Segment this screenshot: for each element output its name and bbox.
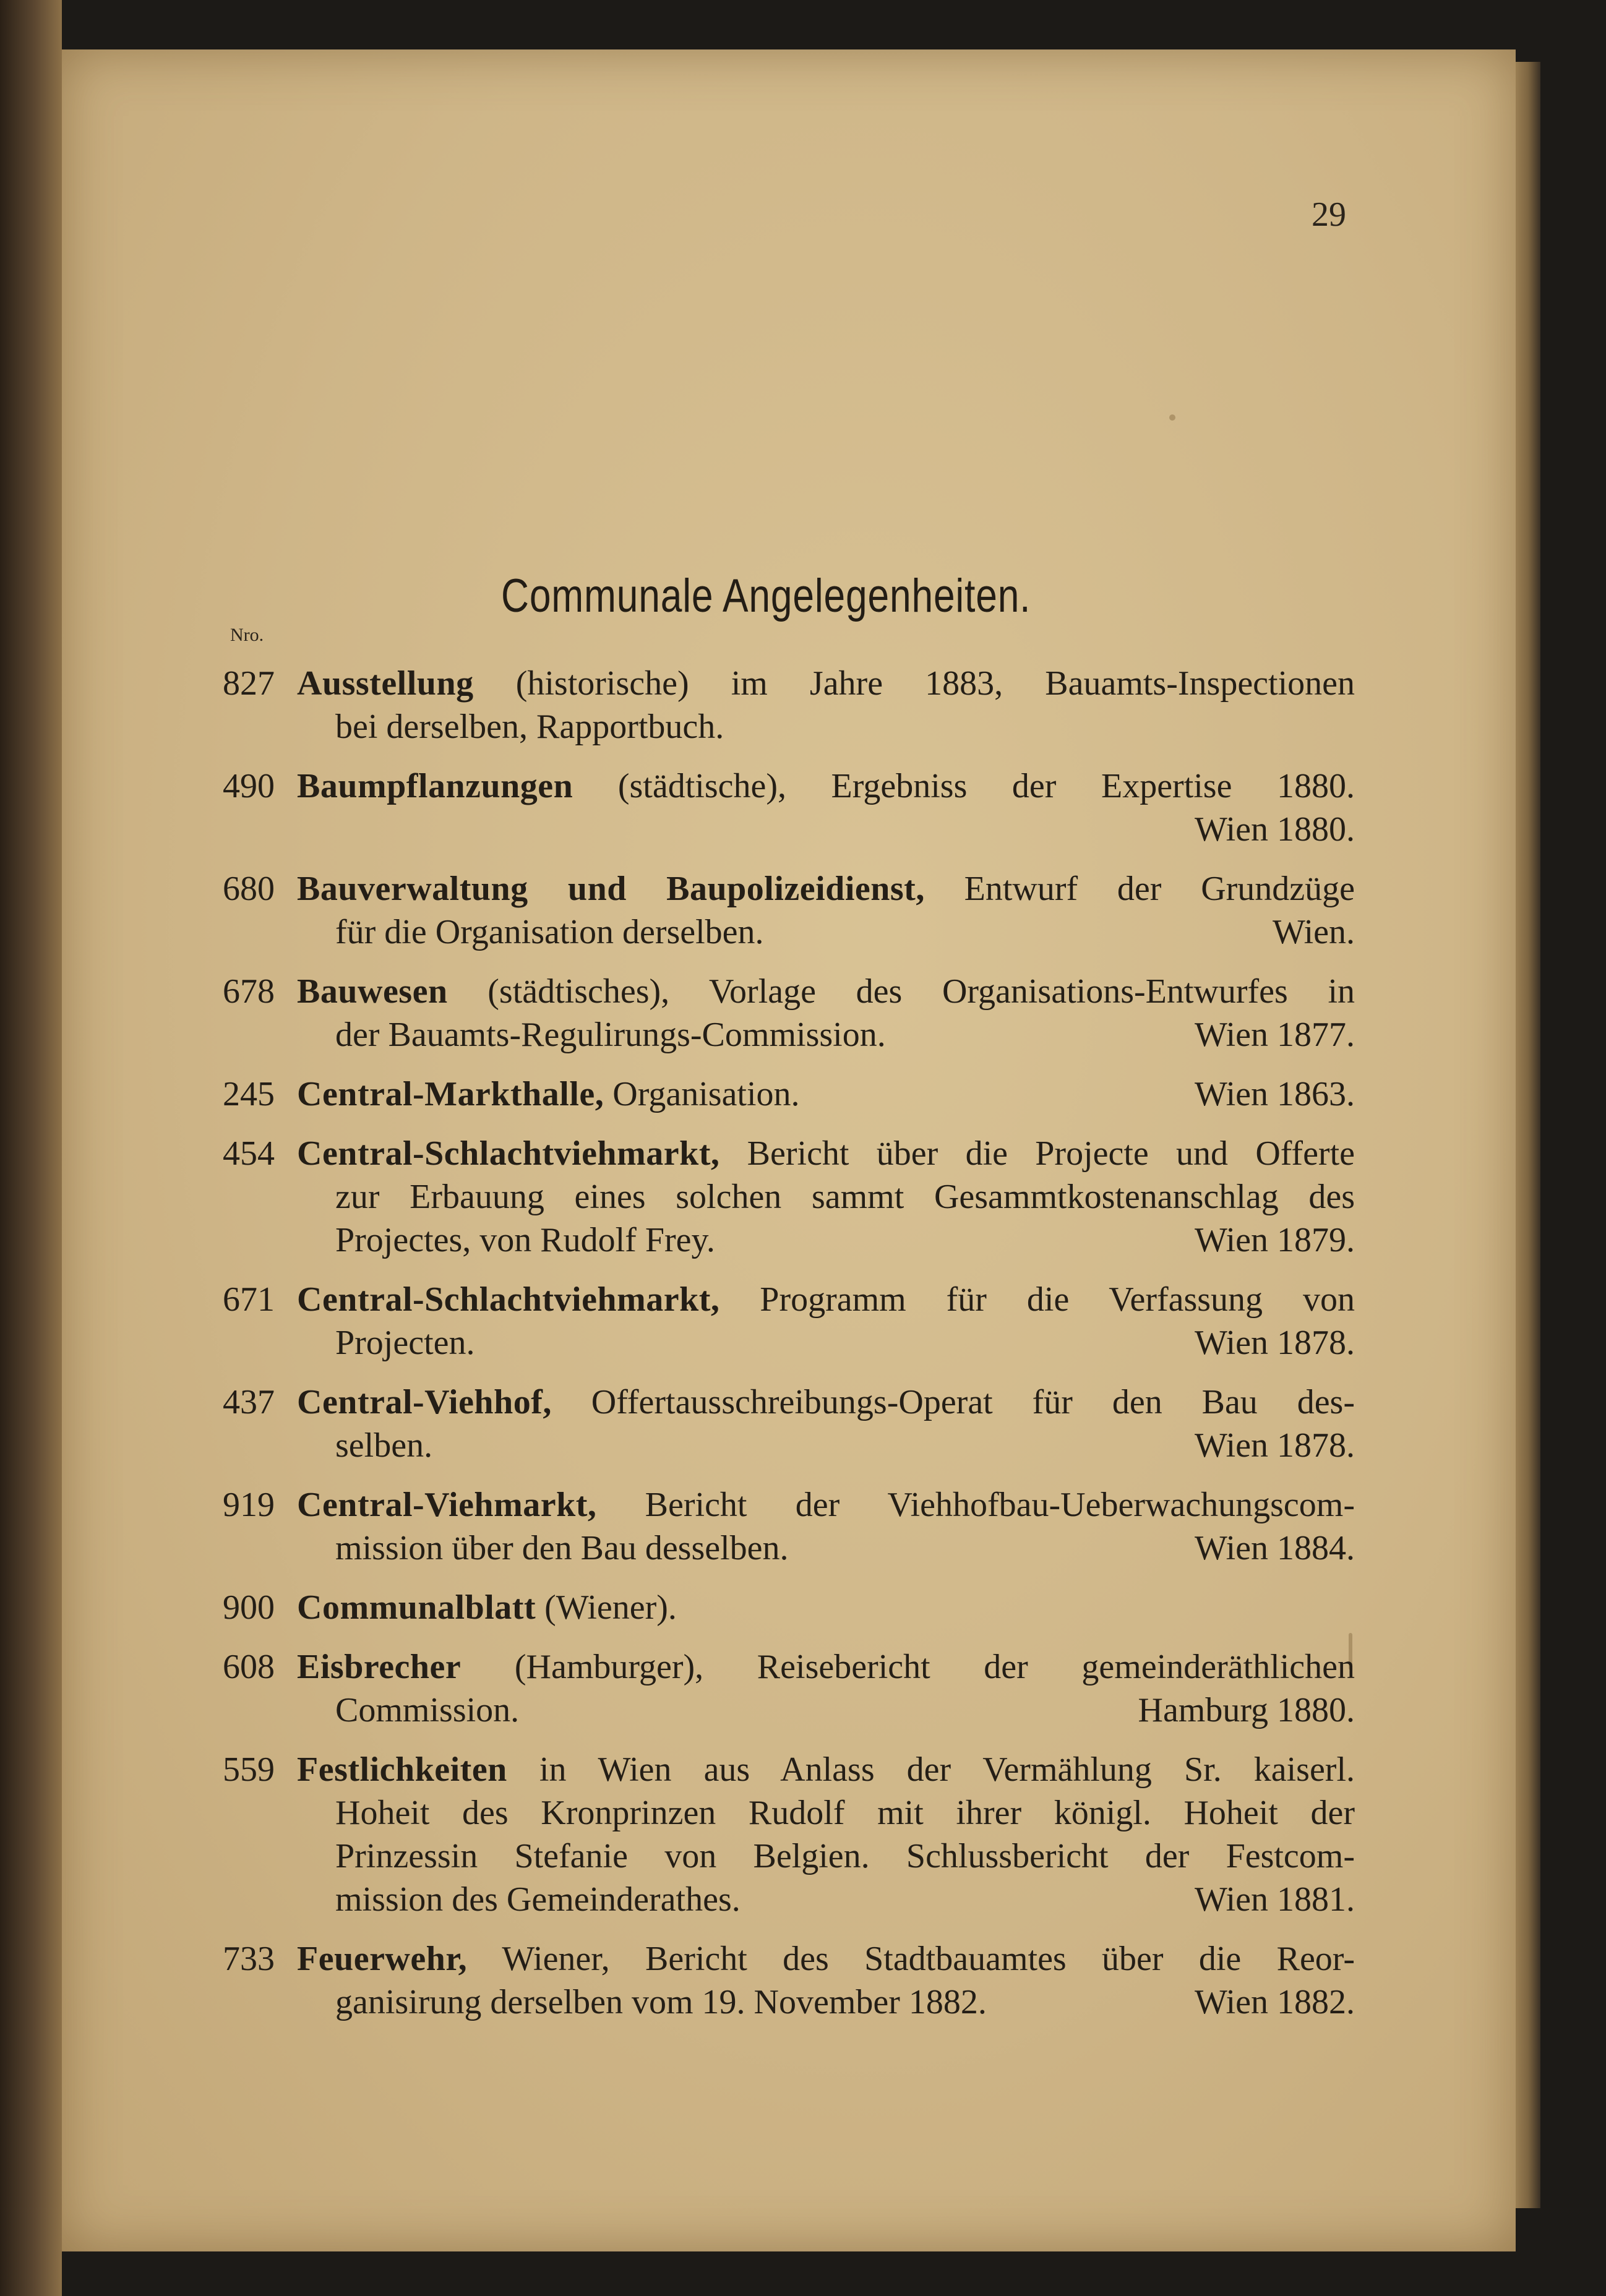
entry-line [297,1937,1355,1981]
entry-line [297,1791,1355,1835]
entry-number: 827 [223,664,275,703]
entry-line [297,970,1355,1013]
entry-text: Hoheit des Kronprinzen Rudolf mit ihrer königl. Hoheit der [335,1794,1355,1832]
catalog-entry [223,1937,1355,2024]
entry-line [297,1645,1355,1689]
entry-line [297,1321,1355,1364]
entry-number: 608 [223,1648,275,1686]
entry-text: Bericht der Viehhofbau-Ueberwachungscom- [645,1486,1355,1524]
entry-keyword: Feuerwehr, [297,1940,468,1978]
column-label-nro: Nro. [230,625,264,645]
entry-number: 733 [223,1940,275,1978]
entry-number: 919 [223,1486,275,1524]
entry-line [297,1483,1355,1527]
entry-line [297,910,1355,954]
entry-text: selben. [335,1426,433,1465]
entry-place: Wien 1878. [1194,1426,1355,1465]
entry-text: (Hamburger), Reisebericht der gemeinderäthlichen [514,1648,1355,1686]
entry-text: Projecten. [335,1324,475,1362]
entry-number: 437 [223,1383,275,1421]
entry-text: Wiener, Bericht des Stadtbauamtes über die Reor- [502,1940,1355,1978]
entry-line [297,765,1355,808]
entry-keyword: Baumpflanzungen [297,767,573,805]
entry-text: für die Organisation derselben. [335,913,764,951]
entry-text: Prinzessin Stefanie von Belgien. Schlussbericht der Festcom- [335,1837,1355,1875]
entry-text: (historische) im Jahre 1883, Bauamts-Inspectionen [515,664,1355,703]
entry-text: der Bauamts-Regulirungs-Commission. [335,1016,886,1054]
entry-place: Wien 1881. [1194,1880,1355,1919]
entry-line [297,705,1355,748]
entry-number: 678 [223,972,275,1011]
catalog-entry [223,970,1355,1056]
entry-number: 245 [223,1075,275,1113]
catalog-entry [223,765,1355,851]
entry-text: Organisation. [612,1075,800,1113]
entry-line [297,1981,1355,2024]
entry-text: (städtische), Ergebniss der Expertise 1880. [617,767,1355,805]
entry-line [297,867,1355,910]
entry-line [297,1278,1355,1321]
entry-text: Projectes, von Rudolf Frey. [335,1221,715,1259]
entry-line [297,1175,1355,1219]
entry-keyword: Central-Schlachtviehmarkt, [297,1134,720,1173]
entry-line [297,1748,1355,1791]
entry-text: Entwurf der Grundzüge [964,870,1355,908]
entry-line [297,1381,1355,1424]
entry-line [297,1878,1355,1921]
entry-line [297,1586,1355,1629]
entry-text: Programm für die Verfassung von [760,1280,1355,1319]
catalog-entry [223,1381,1355,1467]
entry-text: (Wiener). [544,1588,677,1627]
entry-line [297,662,1355,705]
entry-number: 680 [223,870,275,908]
catalog-entry [223,1645,1355,1732]
entry-keyword: Festlichkeiten [297,1750,507,1789]
entry-line [297,1689,1355,1732]
catalog-entry [223,1278,1355,1364]
entry-keyword: Communalblatt [297,1588,536,1627]
catalog-entry [223,1073,1355,1116]
entry-keyword: Central-Viehhof, [297,1383,552,1421]
entry-number: 559 [223,1750,275,1789]
entry-text: Bericht über die Projecte und Offerte [747,1134,1355,1173]
entry-text: zur Erbauung eines solchen sammt Gesammtkostenanschlag des [335,1178,1355,1216]
entry-text: in Wien aus Anlass der Vermählung Sr. kaiserl. [539,1750,1355,1789]
catalog-entry [223,1586,1355,1629]
section-title: Communale Angelegenheiten. [501,570,1031,622]
entry-line [297,1013,1355,1056]
entry-number: 490 [223,767,275,805]
entry-keyword: Ausstellung [297,664,474,703]
entry-line [297,1527,1355,1570]
entry-text: Offertausschreibungs-Operat für den Bau des- [591,1383,1355,1421]
entry-place: Wien 1863. [1194,1075,1355,1113]
catalog-entry [223,1748,1355,1921]
catalog-entry [223,1132,1355,1262]
catalog-entry [223,662,1355,748]
entry-keyword: Central-Viehmarkt, [297,1486,597,1524]
entry-line [297,1835,1355,1878]
book-spine-shadow [0,0,62,2296]
entry-place: Wien 1879. [1194,1221,1355,1259]
entry-text: bei derselben, Rapportbuch. [335,708,724,746]
entry-number: 454 [223,1134,275,1173]
entry-place: Wien 1882. [1194,1983,1355,2021]
entry-line [297,1073,1355,1116]
catalog-entry [223,1483,1355,1570]
entry-place: Wien 1880. [1194,810,1355,849]
entry-place: Wien 1884. [1194,1529,1355,1567]
entry-text: (städtisches), Vorlage des Organisations-Entwurfes in [487,972,1355,1011]
entry-line [297,1424,1355,1467]
entry-text: mission über den Bau desselben. [335,1529,789,1567]
entry-place: Wien 1877. [1194,1016,1355,1054]
entry-text: ganisirung derselben vom 19. November 1882. [335,1983,987,2021]
page-number: 29 [1312,195,1346,234]
entry-keyword: Central-Markthalle, [297,1075,604,1113]
entry-text: Commission. [335,1691,520,1729]
catalog-entries [223,662,1355,2040]
entry-text: mission des Gemeinderathes. [335,1880,741,1919]
entry-line [297,1132,1355,1175]
entry-keyword: Bauverwaltung und Baupolizeidienst, [297,870,925,908]
entry-keyword: Central-Schlachtviehmarkt, [297,1280,720,1319]
entry-line [297,808,1355,851]
entry-keyword: Bauwesen [297,972,448,1011]
entry-place: Hamburg 1880. [1138,1691,1355,1729]
entry-line [297,1219,1355,1262]
entry-keyword: Eisbrecher [297,1648,462,1686]
paper-speck [1169,414,1175,421]
entry-number: 671 [223,1280,275,1319]
catalog-entry [223,867,1355,954]
entry-number: 900 [223,1588,275,1627]
entry-place: Wien 1878. [1194,1324,1355,1362]
entry-place: Wien. [1272,913,1355,951]
